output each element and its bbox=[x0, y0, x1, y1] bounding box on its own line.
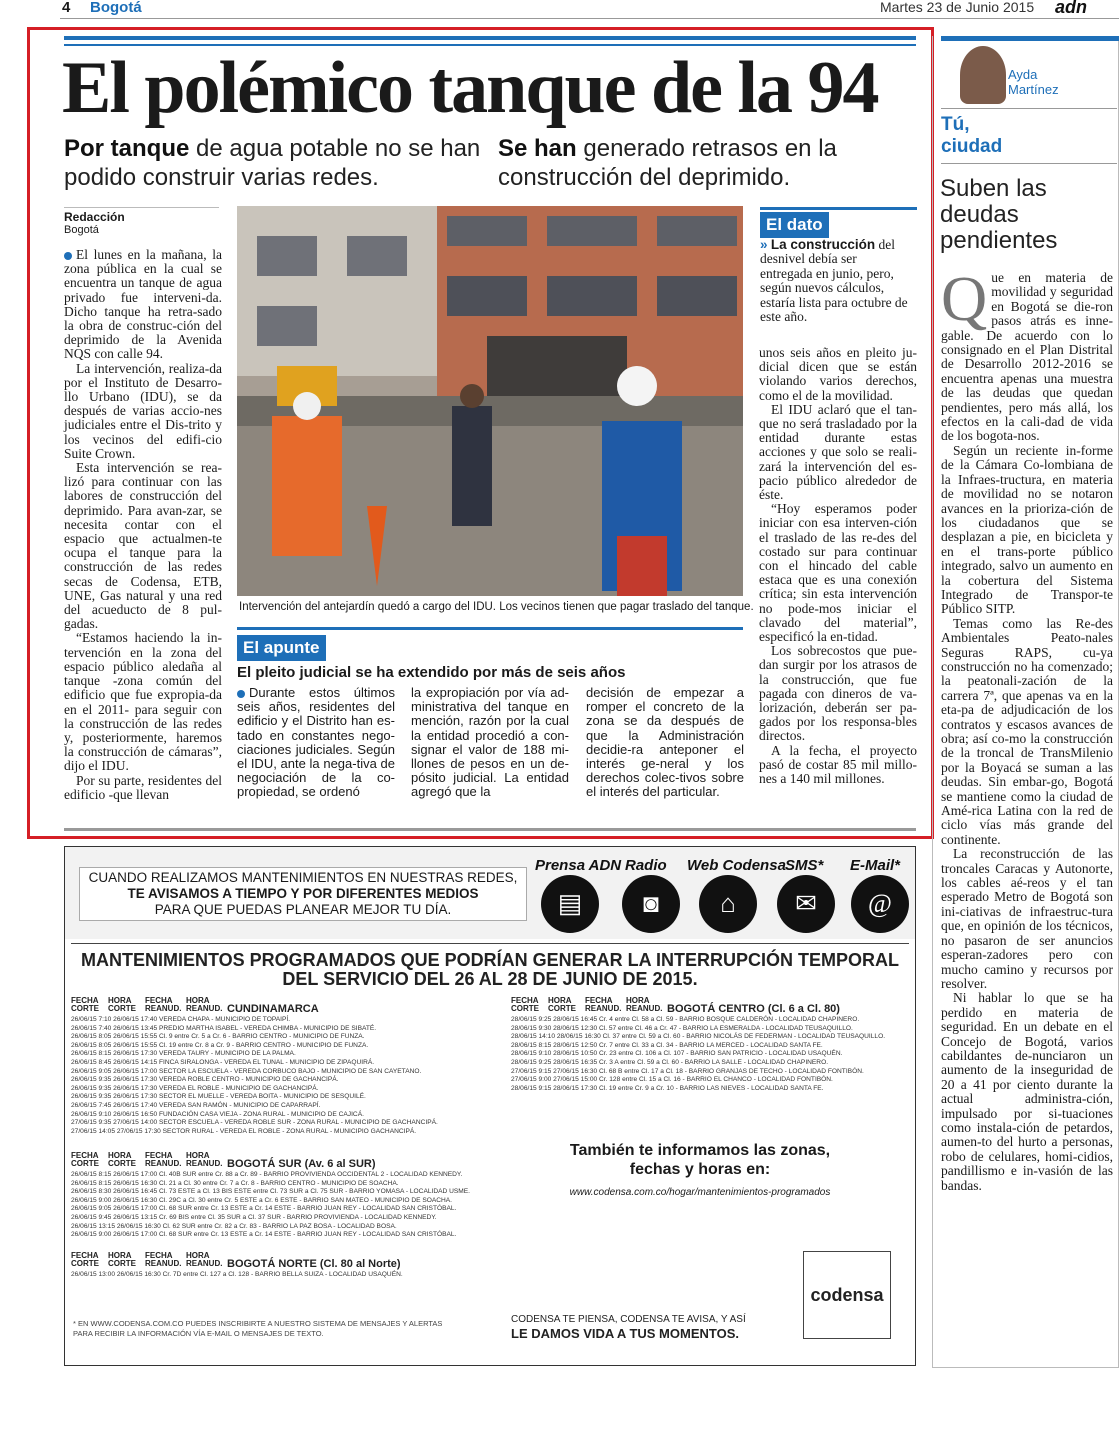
ad-info bbox=[535, 1141, 865, 1202]
section-name: Bogotá bbox=[90, 0, 142, 16]
column-title: Suben las deudas pendientes bbox=[940, 175, 1058, 254]
article-bottom-rule bbox=[64, 828, 916, 831]
deck-1-text: de agua potable no se han podido construir varias redes. bbox=[64, 135, 481, 191]
mouse-icon: ⌂ bbox=[699, 875, 757, 933]
dato-body: del desnivel debía ser entregada en junio, pero, según nuevos cálculos, estaría lista para octubre de este año. bbox=[760, 237, 908, 325]
paragraph: Por su parte, residentes del edificio -que llevan bbox=[64, 772, 222, 802]
table-row: 28/06/15 8:15 28/06/15 12:50 Cr. 7 entre Cl. 33 a Cl. 34 - BARRIO LA MERCED - LOCALIDAD SANTA FE. bbox=[511, 1041, 823, 1049]
table-row: 26/06/15 13:15 26/06/15 16:30 Cl. 62 SUR entre Cr. 82 a Cr. 83 - BARRIO LA PAZ BOSA - LOCALIDAD BOSA. bbox=[71, 1222, 397, 1230]
col-header: FECHA CORTE bbox=[71, 996, 99, 1013]
col-header: FECHA CORTE bbox=[71, 1151, 99, 1168]
table-row: 28/06/15 9:15 28/06/15 17:30 Cl. 19 entre Cr. 9 a Cr. 10 - BARRIO LAS NIEVES - LOCALIDAD SANTA FE. bbox=[511, 1084, 824, 1092]
col-header: HORA REANUD. bbox=[186, 1151, 223, 1168]
region-title: BOGOTÁ CENTRO (Cl. 6 a Cl. 80) bbox=[667, 1003, 840, 1015]
ad-info-line-2: fechas y horas en: bbox=[629, 1161, 771, 1178]
dato-bold: La construcción bbox=[770, 237, 876, 252]
article-photo bbox=[237, 206, 743, 596]
col-header: HORA CORTE bbox=[108, 1251, 136, 1268]
deck-2-text: generado retrasos en la construcción del deprimido. bbox=[498, 135, 837, 191]
table-row: 26/06/15 9:35 26/06/15 17:30 SECTOR EL MUELLE - VEREDA BOITA - MUNICIPIO DE SESQUILÉ. bbox=[71, 1093, 366, 1101]
schedule-header bbox=[71, 1152, 470, 1168]
table-row: 28/06/15 9:10 28/06/15 10:50 Cr. 23 entre Cl. 106 a Cl. 107 - BARRIO SAN PATRICIO - LOCALIDAD USAQUÉN. bbox=[511, 1050, 843, 1058]
schedule-header bbox=[71, 997, 438, 1013]
table-row: 26/06/15 8:15 26/06/15 17:30 VEREDA TAURY - MUNICIPIO DE LA PALMA. bbox=[71, 1050, 296, 1058]
region-title: CUNDINAMARCA bbox=[227, 1003, 319, 1015]
header-rule bbox=[60, 18, 1119, 19]
channel-label-prensa: Prensa ADN bbox=[535, 857, 622, 874]
phone-icon: ✉ bbox=[777, 875, 835, 933]
column-body bbox=[941, 263, 1113, 1193]
paragraph: Según un reciente in-forme de la Cámara Co-lombiana de la Infraes-tructura, en materia de movilidad no se notaron avances en la prioriza-ción de los ciudadanos que se desplazan a pie, en bicicleta y en el trans-porte público integrado, salvo un aumento en la cobertura del Sistema Integrado de Transpor-te Público SITP. bbox=[941, 442, 1113, 617]
paragraph: La reconstrucción de las troncales Caracas y Autonorte, los cables aé-reos y el tan esperado Metro de Bogotá son ini-ciativas de infraestruc-tura que, en opinión de los técnicos, no pasaron de ser anuncios esperan-zadores pero con mucho camino y recursos por resolver. bbox=[941, 846, 1113, 991]
slogan-line-2: LE DAMOS VIDA A TUS MOMENTOS. bbox=[511, 1326, 739, 1341]
schedule-bogota-centro bbox=[511, 997, 885, 1093]
channel-label-sms: SMS* bbox=[785, 857, 824, 874]
construction-photo-illustration bbox=[237, 206, 743, 596]
paragraph: Ni hablar lo que se ha perdido en materia de seguridad. En un debate en el Concejo de Bogotá, varios cabildantes de-nunciaron un aumento de la inseguridad de 20 a 41 por ciento durante la actual administra-ción, impulsado por si-tuaciones como instala-ción de petardos, aumen-to del hurto a personas, robo de celulares, homi-cidios, pandillismo e in-vasión de las bandas. bbox=[941, 990, 1113, 1193]
col-header: FECHA REANUD. bbox=[585, 996, 622, 1013]
apunte-text: Durante estos últimos seis años, residentes del edificio y el Distrito han es-tado en constantes nego-ciaciones judiciales. Según el IDU, ante la nega-tiva de negociación de la co-propiedad, se ordenó bbox=[237, 685, 395, 800]
col-header: HORA CORTE bbox=[108, 1151, 136, 1168]
ad-intro-box bbox=[79, 867, 527, 921]
section-rule bbox=[941, 163, 1117, 164]
codensa-logo: codensa bbox=[803, 1251, 891, 1339]
paragraph: Temas como las Re-des Ambientales Peato-nales Seguras RAPS, cu-ya construcción no ha comenzado; la peatonali-zación de la carrera 7ª, que apenas va en la eta-pa de adjudicación de los contratos y escasos avances de obra; así co-mo la construcción de la troncal de TransMilenio por la Boyacá se suman a las deudas. Sin embar-go, Bogotá se mantiene como la ciudad de Amé-rica Latina con la red de ciclo vías más grande del continente. bbox=[941, 615, 1113, 847]
email-at-icon: @ bbox=[851, 875, 909, 933]
codensa-ad bbox=[64, 846, 916, 1366]
col-header: HORA CORTE bbox=[108, 996, 136, 1013]
table-row: 26/06/15 8:15 26/06/15 16:30 Cl. 21 a Cl. 30 entre Cr. 7 a Cr. 8 - BARRIO CENTRO - MUNICIPIO DE SOACHA. bbox=[71, 1179, 399, 1187]
region-title: BOGOTÁ SUR (Av. 6 al SUR) bbox=[227, 1158, 376, 1170]
author-last-name: Martínez bbox=[1008, 82, 1059, 97]
table-row: 26/06/15 9:10 26/06/15 16:50 FUNDACIÓN CASA VIEJA - ZONA RURAL - MUNICIPIO DE CAJICÁ. bbox=[71, 1110, 364, 1118]
table-row: 26/06/15 9:35 26/06/15 17:30 VEREDA EL ROBLE - MUNICIPIO DE GACHANCIPÁ. bbox=[71, 1084, 319, 1092]
col-header: HORA REANUD. bbox=[186, 996, 223, 1013]
author-rule bbox=[941, 108, 1117, 109]
col-header: HORA CORTE bbox=[548, 996, 576, 1013]
footnote-line-2: PARA RECIBIR LA INFORMACIÓN VÍA E-MAIL O MENSAJES DE TEXTO. bbox=[73, 1329, 324, 1338]
photo-caption: Intervención del antejardín quedó a cargo del IDU. Los vecinos tienen que pagar traslado del tanque. bbox=[239, 601, 754, 613]
byline-name: Redacción bbox=[64, 210, 125, 224]
table-row: 27/06/15 14:05 27/06/15 17:30 SECTOR RURAL - VEREDA EL ROBLE - ZONA RURAL - MUNICIPIO GACHANCIPÁ. bbox=[71, 1127, 417, 1135]
ad-rule bbox=[71, 943, 909, 944]
article-col-1 bbox=[64, 248, 222, 802]
col-header: HORA REANUD. bbox=[626, 996, 663, 1013]
table-row: 26/06/15 9:00 26/06/15 17:00 Cl. 68 SUR entre Cr. 13 ESTE a Cr. 14 ESTE - BARRIO JUAN REY - LOCALIDAD SAN CRISTÓBAL. bbox=[71, 1231, 457, 1239]
byline-city: Bogotá bbox=[64, 224, 99, 236]
col-header: FECHA CORTE bbox=[71, 1251, 99, 1268]
apunte-headline: El pleito judicial se ha extendido por más de seis años bbox=[237, 664, 626, 681]
schedule-cundinamarca bbox=[71, 997, 438, 1136]
drop-cap: Q bbox=[941, 263, 988, 334]
ad-intro-line-3: PARA QUE PUEDAS PLANEAR MEJOR TU DÍA. bbox=[154, 902, 452, 917]
paragraph-text: El lunes en la mañana, la zona pública en la cual se encuentra un tanque de agua privado fue interveni-da. Dicho tanque ha retra-sado la obra de construc-ción del deprimido de la Avenida NQS con calle 94. bbox=[64, 247, 222, 362]
table-row: 26/06/15 8:30 26/06/15 16:45 Cl. 73 ESTE a Cl. 13 BIS ESTE entre Cl. 73 SUR a Cl. 75 SUR - BARRIO YOMASA - LOCALIDAD USME. bbox=[71, 1188, 470, 1196]
paragraph: unos seis años en pleito ju-dicial dicen que se están violando varios derechos, como el de la movilidad. bbox=[759, 345, 917, 403]
region-title: BOGOTÁ NORTE (Cl. 80 al Norte) bbox=[227, 1258, 401, 1270]
newspaper-icon: ▤ bbox=[541, 875, 599, 933]
col-header: HORA REANUD. bbox=[186, 1251, 223, 1268]
schedule-bogota-norte bbox=[71, 1252, 403, 1280]
apunte-box bbox=[237, 627, 743, 661]
paragraph: Esta intervención se rea-lizó para continuar con las labores de construcción del deprimido. Para avan-zar, se necesita contar con el espacio que actualmen-te ocupa el tanque para la construcción de las redes secas de Codensa, ETB, UNE, Gas natural y una red del acueducto de 8 pul-gadas. bbox=[64, 460, 222, 632]
table-row: 26/06/15 9:05 26/06/15 17:00 SECTOR LA ESCUELA - VEREDA CORBUCO BAJO - MUNICIPIO DE SAN CAYETANO. bbox=[71, 1067, 422, 1075]
channel-label-radio: Radio bbox=[625, 857, 667, 874]
dato-text bbox=[760, 238, 910, 324]
table-row: 26/06/15 7:40 26/06/15 13:45 PREDIO MARTHA ISABEL - VEREDA CHIMBA - MUNICIPIO DE SIBATÉ. bbox=[71, 1024, 377, 1032]
deck-2 bbox=[498, 134, 898, 192]
channel-label-web: Web Codensa bbox=[687, 857, 786, 874]
schedule-bogota-sur bbox=[71, 1152, 470, 1240]
table-row: 26/06/15 7:45 26/06/15 17:40 VEREDA SAN RAMÓN - MUNICIPIO DE CAPARRAPÍ. bbox=[71, 1101, 321, 1109]
table-row: 26/06/15 9:35 26/06/15 17:30 VEREDA ROBLE CENTRO - MUNICIPIO DE GACHANCIPÁ. bbox=[71, 1076, 339, 1084]
table-row: 26/06/15 8:45 26/06/15 14:15 FINCA SIRALONGA - VEREDA EL TUNAL - MUNICIPIO DE ZIPAQUIRÁ. bbox=[71, 1058, 375, 1066]
ad-intro-line-1: CUANDO REALIZAMOS MANTENIMIENTOS EN NUESTRAS REDES, bbox=[88, 870, 518, 885]
schedule-header bbox=[511, 997, 885, 1013]
paragraph bbox=[64, 248, 222, 362]
table-row: 28/06/15 14:10 28/06/15 16:30 Cl. 37 entre Cl. 59 a Cl. 60 - BARRIO NICOLÁS DE FEDERMAN - LOCALIDAD TEUSAQUILLO. bbox=[511, 1033, 886, 1041]
slogan-line-1: CODENSA TE PIENSA, CODENSA TE AVISA, Y ASÍ bbox=[511, 1314, 746, 1325]
issue-date: Martes 23 de Junio 2015 bbox=[880, 0, 1035, 15]
headline: El polémico tanque de la 94 bbox=[62, 47, 878, 129]
deck-1-bold: Por tanque bbox=[64, 135, 190, 162]
adn-logo: adn bbox=[1055, 0, 1088, 17]
ad-slogan bbox=[511, 1313, 746, 1341]
paragraph: La intervención, realiza-da por el Instituto de Desarro-llo Urbano (IDU), se da después de varias accio-nes judiciales entre el Dis-trito y los vecinos del edifi-cio Suite Crown. bbox=[64, 360, 222, 461]
apunte-col-1 bbox=[237, 686, 395, 800]
opinion-rule bbox=[941, 36, 1119, 41]
deck-1 bbox=[64, 134, 484, 192]
col-header: FECHA REANUD. bbox=[145, 996, 182, 1013]
schedule-rows bbox=[71, 1271, 403, 1280]
apunte-text: la expropiación por vía ad-ministrativa del tanque en mención, razón por la cual la entidad procedió a con-signar el valor de 188 mi-llones de pesos en un de-pósito judicial. La entidad agregó que la bbox=[411, 685, 569, 800]
table-row: 26/06/15 9:45 26/06/15 13:15 Cr. 69 BIS entre Cl. 35 SUR a Cl. 37 SUR - BARRIO PROVIVIENDA - LOCALIDAD KENNEDY. bbox=[71, 1213, 437, 1221]
schedule-header bbox=[71, 1252, 403, 1268]
chevron-right-icon: » bbox=[760, 237, 768, 252]
dato-box bbox=[760, 207, 917, 238]
ad-title-line-1: MANTENIMIENTOS PROGRAMADOS QUE PODRÍAN GENERAR LA INTERRUPCIÓN TEMPORAL bbox=[80, 950, 900, 970]
table-row: 28/06/15 9:30 28/06/15 12:30 Cl. 57 entre Cl. 46 a Cr. 47 - BARRIO LA ESMERALDA - LOCALIDAD TEUSAQUILLO. bbox=[511, 1024, 853, 1032]
table-row: 26/06/15 9:00 26/06/15 16:30 Cl. 29C a Cl. 30 entre Cr. 5 ESTE a Cr. 6 ESTE - BARRIO SAN MATEO - MUNICIPIO DE SOACHA. bbox=[71, 1196, 452, 1204]
channel-label-email: E-Mail* bbox=[850, 857, 901, 874]
dato-title: El dato bbox=[760, 212, 829, 238]
top-rule bbox=[64, 36, 916, 40]
footnote-line-1: * EN WWW.CODENSA.COM.CO PUEDES INSCRIBIRTE A NUESTRO SISTEMA DE MENSAJES Y ALERTAS bbox=[73, 1319, 443, 1328]
article-col-3 bbox=[759, 346, 917, 786]
table-row: 26/06/15 8:05 26/06/15 15:55 Cl. 9 entre Cr. 5 a Cr. 6 - BARRIO CENTRO - MUNICIPIO DE FUNZA. bbox=[71, 1033, 365, 1041]
table-row: 26/06/15 7:10 26/06/15 17:40 VEREDA CHAPA - MUNICIPIO DE TOPAIPÍ. bbox=[71, 1016, 291, 1023]
codensa-link[interactable]: www.codensa.com.co/hogar/mantenimientos-programados bbox=[569, 1187, 831, 1198]
author-name bbox=[1008, 67, 1059, 97]
table-row: 28/06/15 9:25 28/06/15 16:45 Cr. 4 entre Cl. 58 a Cl. 59 - BARRIO BOSQUE CALDERÓN - LOCALIDAD CHAPINERO. bbox=[511, 1016, 860, 1023]
ad-title bbox=[65, 951, 915, 989]
col-header: FECHA REANUD. bbox=[145, 1151, 182, 1168]
author-first-name: Ayda bbox=[1008, 67, 1038, 82]
ad-info-line-1: También te informamos las zonas, bbox=[569, 1142, 831, 1159]
table-row: 26/06/15 13:00 26/06/15 16:30 Cr. 7D entre Cl. 127 a Cl. 128 - BARRIO BELLA SUIZA - LOCALIDAD USAQUÉN. bbox=[71, 1271, 403, 1278]
schedule-rows bbox=[71, 1016, 438, 1136]
schedule-rows bbox=[511, 1016, 885, 1093]
ad-title-line-2: DEL SERVICIO DEL 26 AL 28 DE JUNIO DE 2015. bbox=[282, 969, 698, 989]
col-header: FECHA CORTE bbox=[511, 996, 539, 1013]
table-row: 27/06/15 9:15 27/06/15 16:30 Cl. 68 B entre Cl. 17 a Cl. 18 - BARRIO GRANJAS DE TECHO - LOCALIDAD FONTIBÓN. bbox=[511, 1067, 864, 1075]
col-header: FECHA REANUD. bbox=[145, 1251, 182, 1268]
deck-2-bold: Se han bbox=[498, 135, 577, 162]
apunte-col-2 bbox=[411, 686, 569, 800]
paragraph: El IDU aclaró que el tan-que no será trasladado por la entidad durante estas acciones y que solo se reali-zará la intervención del es-pacio público alrededor de éste. bbox=[759, 401, 917, 503]
paragraph: A la fecha, el proyecto pasó de costar 85 mil millo-nes a 140 mil millones. bbox=[759, 742, 917, 787]
radio-icon: ◙ bbox=[622, 875, 680, 933]
paragraph: “Estamos haciendo la in-tervención en la zona del espacio público aledaña al tanque -zona común del edificio que fue expropia-da en el 2011- para seguir con la construcción de las redes y, posteriormente, haremos la construcción de cámaras”, dijo el IDU. bbox=[64, 630, 222, 774]
apunte-col-3 bbox=[586, 686, 744, 800]
author-avatar bbox=[960, 46, 1006, 104]
ad-footnote bbox=[73, 1319, 442, 1339]
table-row: 26/06/15 8:05 26/06/15 15:55 Cl. 19 entre Cr. 8 a Cr. 9 - BARRIO CENTRO - MUNICIPIO DE FUNZA. bbox=[71, 1041, 369, 1049]
byline bbox=[64, 207, 219, 236]
schedule-rows bbox=[71, 1171, 470, 1240]
table-row: 27/06/15 9:00 27/06/15 15:00 Cr. 128 entre Cl. 15 a Cl. 16 - BARRIO EL CHANCO - LOCALIDAD FONTIBÓN. bbox=[511, 1076, 833, 1084]
apunte-title: El apunte bbox=[237, 635, 326, 661]
bullet-icon bbox=[237, 690, 245, 698]
bullet-icon bbox=[64, 252, 72, 260]
paragraph: Los sobrecostos que pue-dan surgir por los atrasos de la construcción, que fue pagada con dineros de va-lorización, deberán ser pa-gados por los responsa-bles directos. bbox=[759, 643, 917, 744]
table-row: 26/06/15 9:05 26/06/15 17:00 Cl. 68 SUR entre Cr. 13 ESTE a Cr. 14 ESTE - BARRIO JUAN REY - LOCALIDAD SAN CRISTÓBAL. bbox=[71, 1205, 457, 1213]
table-row: 26/06/15 8:15 26/06/15 17:00 Cl. 40B SUR entre Cr. 88 a Cr. 89 - BARRIO PROVIVIENDA OCCIDENTAL 2 - LOCALIDAD KENNEDY. bbox=[71, 1171, 463, 1178]
paragraph: ue en materia de movilidad y seguridad en Bogotá se die-ron pasos atrás es inne-gable. De acuerdo con lo consignado en el Plan Distrital de Desarrollo 2012-2016 se encuentra apenas una muestra de las deudas que quedan pendientes, pero más allá, los efectos en la cali-dad de vida de los bogota-nos. bbox=[941, 270, 1113, 444]
ad-intro-line-2: TE AVISAMOS A TIEMPO Y POR DIFERENTES MEDIOS bbox=[127, 886, 479, 901]
table-row: 28/06/15 9:25 28/06/15 16:35 Cr. 3 A entre Cl. 59 a Cl. 60 - BARRIO LA SALLE - LOCALIDAD CHAPINERO. bbox=[511, 1058, 829, 1066]
column-section: Tú, ciudad bbox=[941, 114, 1003, 157]
table-row: 27/06/15 9:35 27/06/15 14:00 SECTOR ESCUELA - VEREDA ROBLE SUR - ZONA RURAL - MUNICIPIO DE GACHANCIPÁ. bbox=[71, 1119, 438, 1127]
apunte-text: decisión de empezar a romper el concreto de la zona se da después de que la Administración decidie-ra anteponer el interés ge-neral y los derechos colec-tivos sobre el interés del particular. bbox=[586, 685, 744, 800]
page-number: 4 bbox=[62, 0, 71, 16]
paragraph: “Hoy esperamos poder iniciar con esa interven-ción el traslado de las re-des del costado sur para continuar con el hincado del cable estaca que es una conexión crítica; sin esta intervención no pode-mos iniciar el clavado del material”, especificó la en-tidad. bbox=[759, 501, 917, 645]
